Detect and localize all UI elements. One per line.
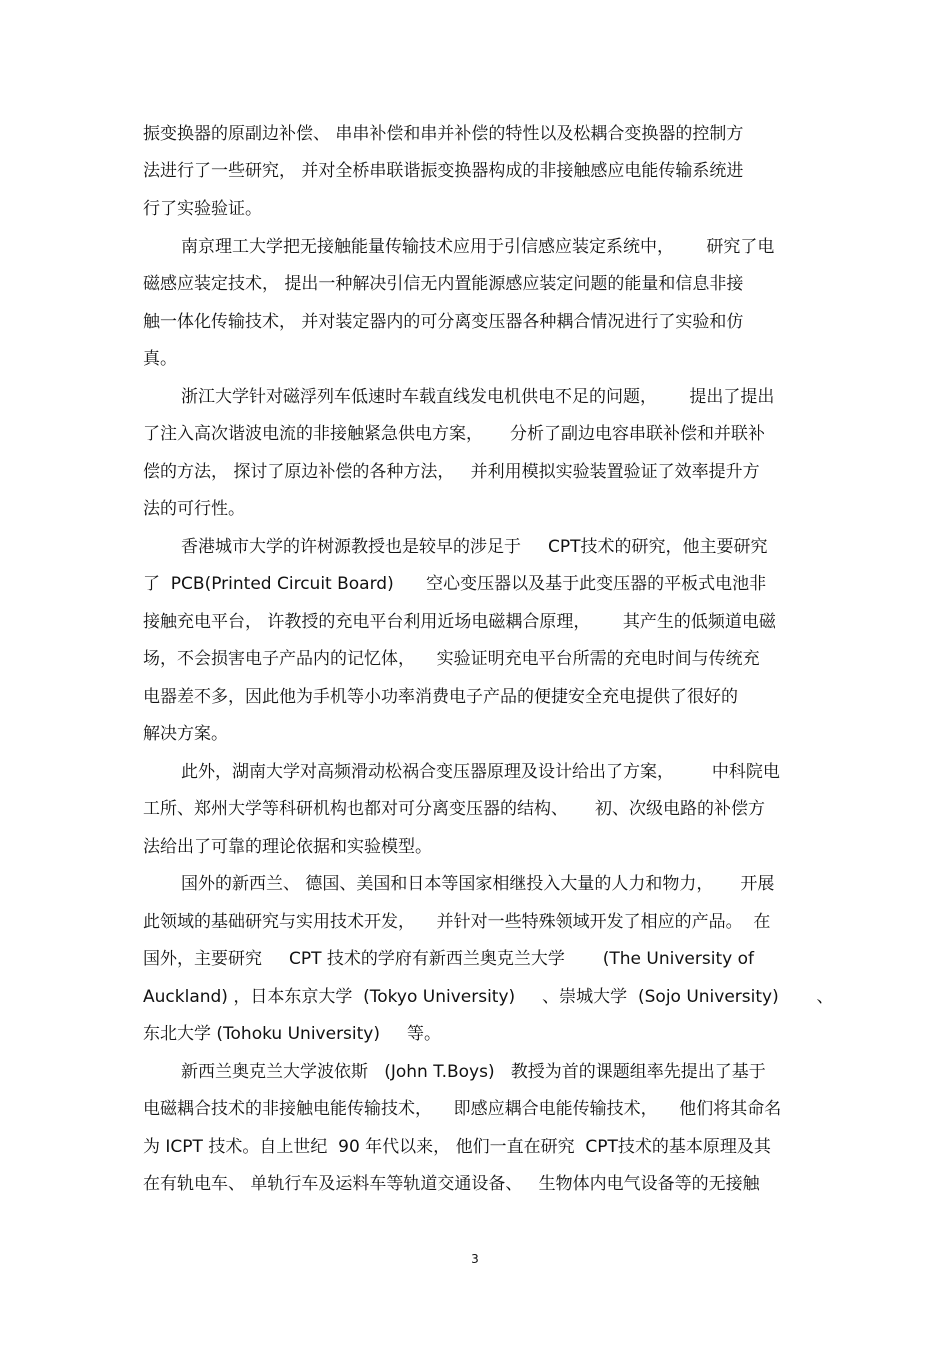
paragraph-line: 香港城市大学的许树源教授也是较早的涉足于 CPT技术的研究，他主要研究: [181, 537, 768, 557]
paragraph-line: 工所、郑州大学等科研机构也都对可分离变压器的结构、 初、次级电路的补偿方: [143, 799, 766, 819]
paragraph-line: 触一体化传输技术， 并对装定器内的可分离变压器各种耦合情况进行了实验和仿: [143, 312, 744, 332]
paragraph-line: 法给出了可靠的理论依据和实验模型。: [143, 837, 432, 857]
paragraph-line: Auckland) ，日本东京大学 (Tokyo University) 、崇城大学 (Sojo University) 、: [143, 987, 834, 1007]
paragraph-line: 电器差不多，因此他为手机等小功率消费电子产品的便捷安全充电提供了很好的: [143, 687, 738, 707]
paragraph-line: 在有轨电车、 单轨行车及运料车等轨道交通设备、 生物体内电气设备等的无接触: [143, 1174, 760, 1194]
paragraph-line: 国外的新西兰、 德国、美国和日本等国家相继投入大量的人力和物力， 开展: [181, 874, 775, 894]
paragraph-line: 东北大学 (Tohoku University) 等。: [143, 1024, 442, 1044]
paragraph-line: 新西兰奥克兰大学波依斯 (John T.Boys) 教授为首的课题组率先提出了基于: [181, 1062, 766, 1082]
paragraph-line: 浙江大学针对磁浮列车低速时车载直线发电机供电不足的问题， 提出了提出: [181, 387, 775, 407]
paragraph-line: 法的可行性。: [143, 499, 245, 519]
paragraph-line: 了注入高次谐波电流的非接触紧急供电方案， 分析了副边电容串联补偿和并联补: [143, 424, 766, 444]
paragraph-line: 振变换器的原副边补偿、 串串补偿和串并补偿的特性以及松耦合变换器的控制方: [143, 124, 744, 144]
paragraph-line: 国外，主要研究 CPT 技术的学府有新西兰奥克兰大学 (The University of: [143, 949, 754, 969]
paragraph-line: 此领域的基础研究与实用技术开发， 并针对一些特殊领域开发了相应的产品。 在: [143, 912, 771, 932]
paragraph-line: 电磁耦合技术的非接触电能传输技术， 即感应耦合电能传输技术， 他们将其命名: [143, 1099, 782, 1119]
paragraph-line: 行了实验验证。: [143, 199, 262, 219]
paragraph-line: 偿的方法， 探讨了原边补偿的各种方法， 并利用模拟实验装置验证了效率提升方: [143, 462, 760, 482]
paragraph-line: 此外，湖南大学对高频滑动松祸合变压器原理及设计给出了方案， 中科院电: [181, 762, 780, 782]
paragraph-line: 解决方案。: [143, 724, 228, 744]
paragraph-line: 真。: [143, 349, 177, 369]
paragraph-line: 场，不会损害电子产品内的记忆体， 实验证明充电平台所需的充电时间与传统充: [143, 649, 760, 669]
paragraph-line: 为 ICPT 技术。自上世纪 90 年代以来， 他们一直在研究 CPT技术的基本原理及其: [143, 1137, 771, 1157]
paragraph-line: 接触充电平台， 许教授的充电平台利用近场电磁耦合原理， 其产生的低频道电磁: [143, 612, 776, 632]
paragraph-line: 南京理工大学把无接触能量传输技术应用于引信感应装定系统中， 研究了电: [181, 237, 775, 257]
paragraph-line: 了 PCB(Printed Circuit Board) 空心变压器以及基于此变压器的平板式电池非: [143, 574, 767, 594]
page-number: 3: [471, 1252, 479, 1266]
paragraph-line: 法进行了一些研究， 并对全桥串联谐振变换器构成的非接触感应电能传输系统进: [143, 161, 744, 181]
paragraph-line: 磁感应装定技术， 提出一种解决引信无内置能源感应装定问题的能量和信息非接: [143, 274, 744, 294]
